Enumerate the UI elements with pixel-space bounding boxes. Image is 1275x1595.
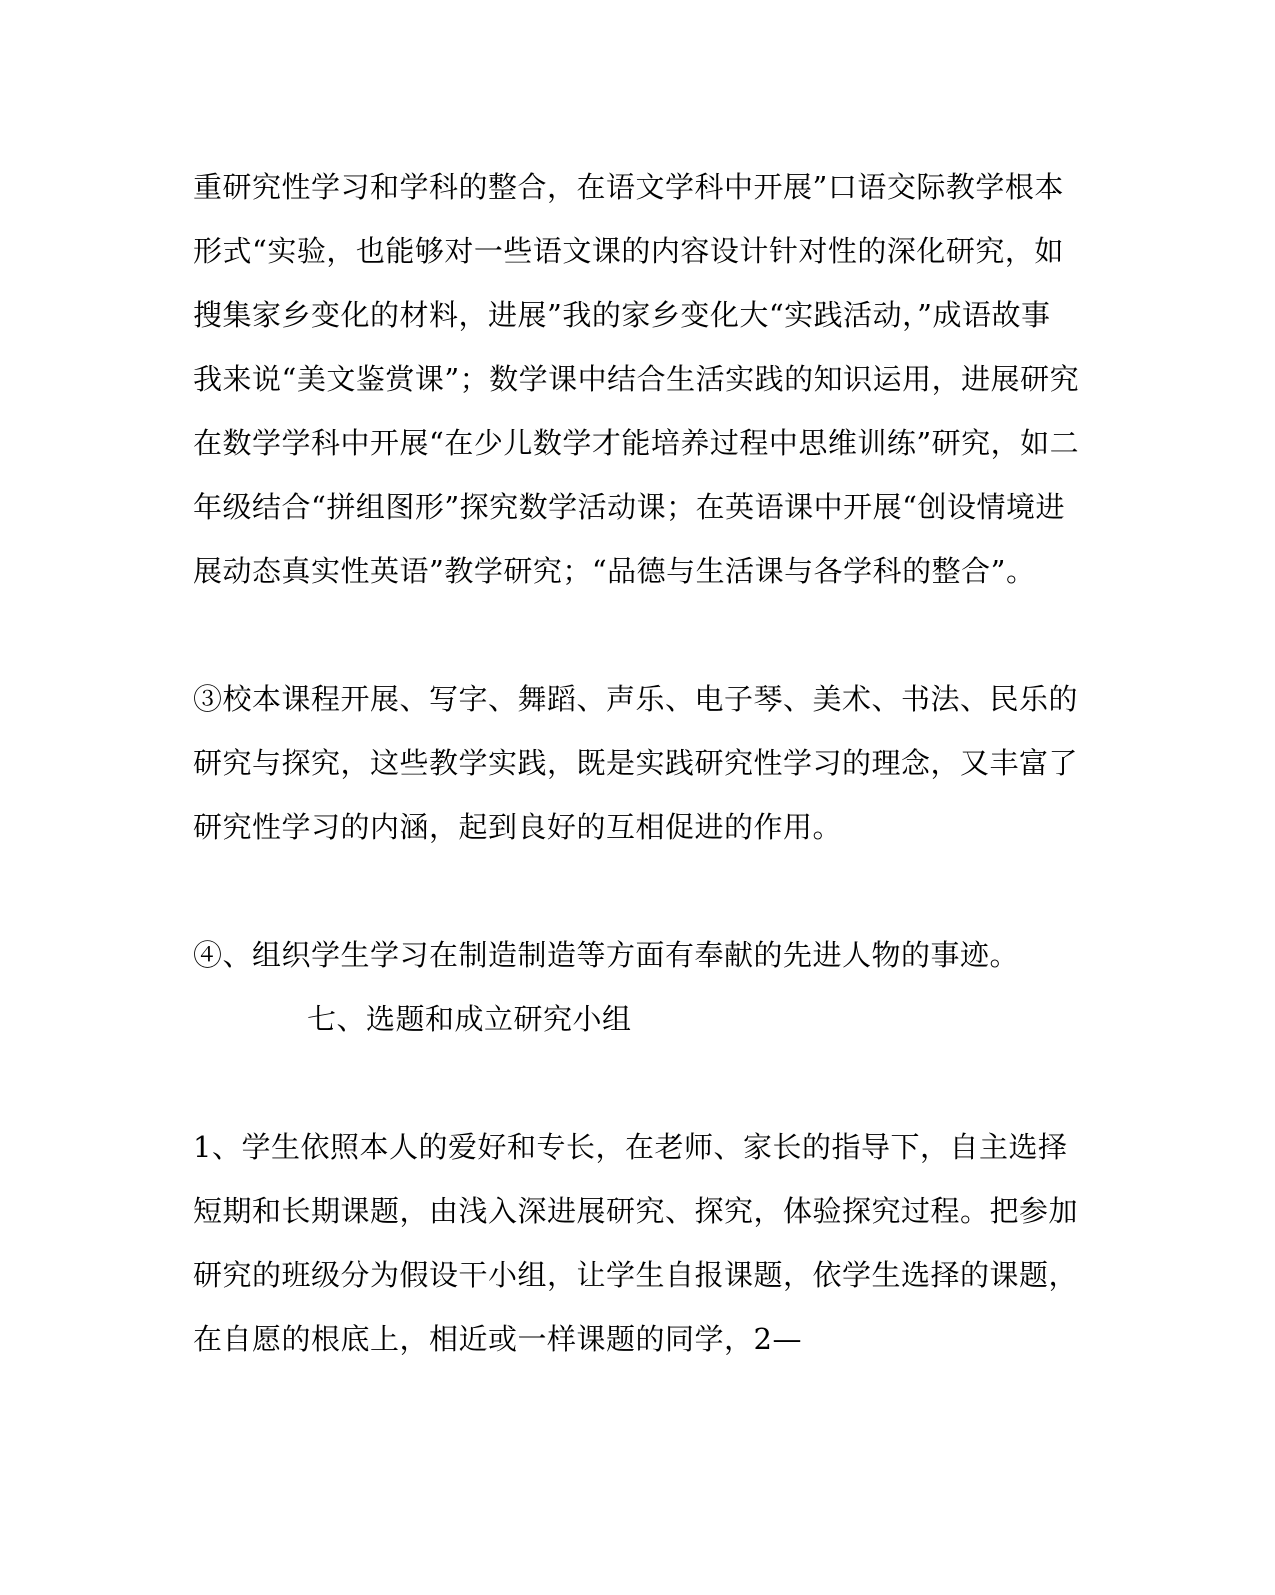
paragraph-1-line-1: 重研究性学习和学科的整合，在语文学科中开展”口语交际教学根本 <box>193 170 1064 204</box>
paragraph-2-line-3: 研究性学习的内涵，起到良好的互相促进的作用。 <box>193 810 843 844</box>
paragraph-4-line-4: 在自愿的根底上，相近或一样课题的同学，2— <box>193 1322 802 1356</box>
paragraph-4-line-1: 1、学生依照本人的爱好和专长，在老师、家长的指导下，自主选择 <box>193 1130 1068 1164</box>
paragraph-1-line-2: 形式“实验，也能够对一些语文课的内容设计针对性的深化研究，如 <box>193 234 1064 268</box>
paragraph-1-line-4: 我来说“美文鉴赏课”；数学课中结合生活实践的知识运用，进展研究 <box>193 362 1080 396</box>
paragraph-1-line-5: 在数学学科中开展“在少儿数学才能培养过程中思维训练”研究，如二 <box>193 426 1080 460</box>
paragraph-2-line-1: ③校本课程开展、写字、舞蹈、声乐、电子琴、美术、书法、民乐的 <box>193 682 1079 716</box>
paragraph-4-line-3: 研究的班级分为假设干小组，让学生自报课题，依学生选择的课题， <box>193 1258 1079 1292</box>
paragraph-4-line-2: 短期和长期课题，由浅入深进展研究、探究，体验探究过程。把参加 <box>193 1194 1079 1228</box>
section-heading: 七、选题和成立研究小组 <box>307 1002 632 1036</box>
paragraph-2-line-2: 研究与探究，这些教学实践，既是实践研究性学习的理念，又丰富了 <box>193 746 1079 780</box>
paragraph-1-line-3: 搜集家乡变化的材料，进展”我的家乡变化大“实践活动，”成语故事 <box>193 298 1051 332</box>
paragraph-1-line-7: 展动态真实性英语”教学研究；“品德与生活课与各学科的整合”。 <box>193 554 1036 588</box>
paragraph-3-line-1: ④、组织学生学习在制造制造等方面有奉献的先进人物的事迹。 <box>193 938 1020 972</box>
paragraph-1-line-6: 年级结合“拼组图形”探究数学活动课；在英语课中开展“创设情境进 <box>193 490 1065 524</box>
